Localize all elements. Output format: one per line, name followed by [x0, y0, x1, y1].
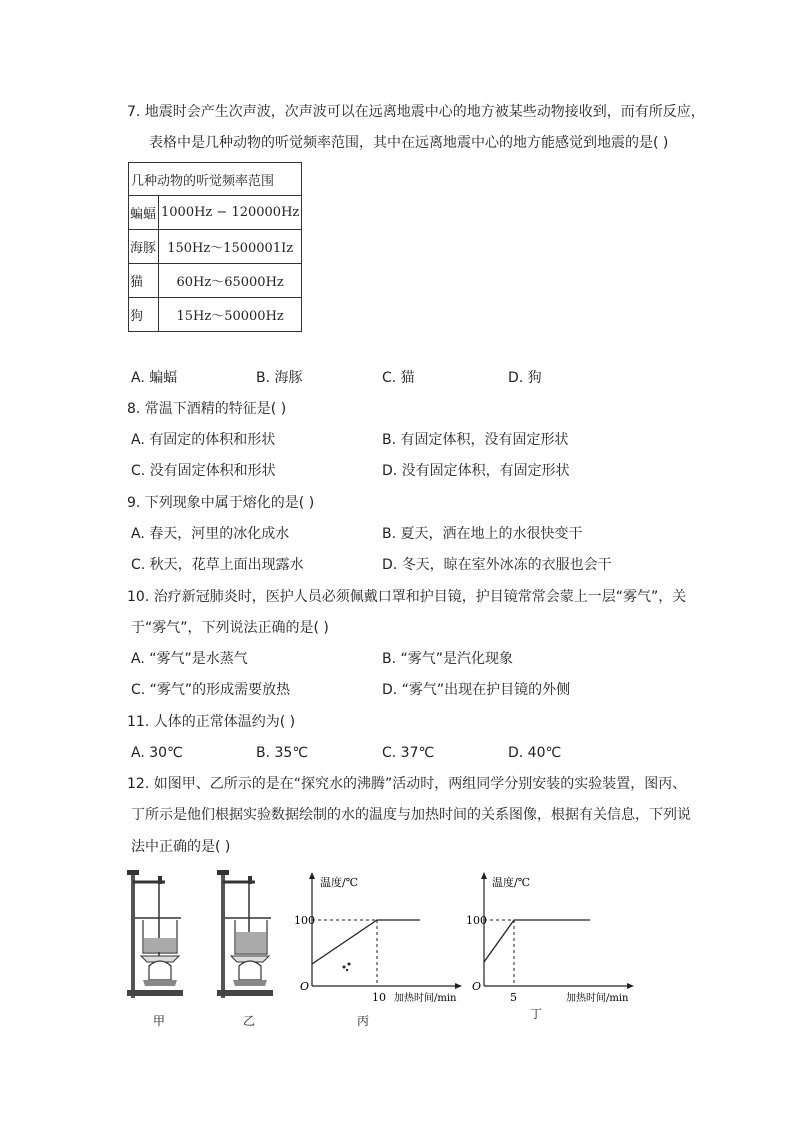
y-axis-label: 温度/℃: [320, 876, 359, 889]
q12-stem-line1: 12. 如图甲、乙所示的是在“探究水的沸腾”活动时，两组同学分别安装的实验装置，图丙、: [127, 776, 687, 792]
table-row: [129, 298, 302, 332]
animal-cell: 海豚: [129, 230, 159, 264]
apparatus-jia: [125, 868, 190, 1003]
caption-ding: 丁: [530, 1007, 543, 1021]
q9-option-c[interactable]: C. 秋天，花草上面出现露水: [131, 557, 304, 573]
stand-rod: [131, 870, 135, 998]
animal-cell: 狗: [129, 298, 159, 332]
hearing-range-table: [128, 162, 302, 332]
range-cell: 1000Hz − 120000Hz: [159, 196, 302, 230]
origin-label: O: [300, 980, 310, 993]
y-tick-label: 100: [294, 914, 315, 927]
q9-option-d[interactable]: D. 冬天，晾在室外冰冻的衣服也会干: [382, 557, 612, 573]
caption-bing: 丙: [357, 1014, 370, 1028]
temperature-curve: [312, 920, 420, 964]
table-row: [129, 264, 302, 298]
q10-stem-line2: 于“雾气”，下列说法正确的是( ): [131, 620, 329, 636]
table-row: [129, 230, 302, 264]
animal-cell: 猫: [129, 264, 159, 298]
stand-rod: [221, 870, 225, 998]
q11-option-b[interactable]: B. 35℃: [256, 745, 309, 761]
origin-label: O: [472, 980, 482, 993]
apparatus-yi: [215, 868, 280, 1003]
x-tick-label: 10: [372, 991, 386, 1004]
y-axis-label: 温度/℃: [492, 876, 531, 889]
y-tick-label: 100: [466, 914, 487, 927]
q10-option-c[interactable]: C. “雾气”的形成需要放热: [131, 682, 291, 698]
caption-yi: 乙: [243, 1014, 256, 1028]
q7-option-a[interactable]: A. 蝙蝠: [131, 370, 178, 386]
q11-option-c[interactable]: C. 37℃: [382, 745, 435, 761]
q8-option-d[interactable]: D. 没有固定体积，有固定形状: [382, 463, 570, 479]
q10-option-b[interactable]: B. “雾气”是汽化现象: [382, 651, 514, 667]
animal-cell: 蝙蝠: [129, 196, 159, 230]
q8-option-b[interactable]: B. 有固定体积，没有固定形状: [382, 432, 569, 448]
q11-stem: 11. 人体的正常体温约为( ): [127, 714, 296, 730]
q8-option-c[interactable]: C. 没有固定体积和形状: [131, 463, 276, 479]
q10-option-a[interactable]: A. “雾气”是水蒸气: [131, 651, 248, 667]
alcohol-lamp: [239, 961, 261, 980]
range-cell: 60Hz～65000Hz: [159, 264, 302, 298]
q8-option-a[interactable]: A. 有固定的体积和形状: [131, 432, 276, 448]
x-axis-label: 加热时间/min: [566, 993, 629, 1004]
caption-jia: 甲: [153, 1014, 166, 1028]
range-cell: 15Hz～50000Hz: [159, 298, 302, 332]
range-cell: 150Hz～1500001Iz: [159, 230, 302, 264]
graph-bing: [290, 866, 470, 1006]
q7-option-c[interactable]: C. 猫: [382, 370, 415, 386]
table-header: 几种动物的听觉频率范围: [129, 163, 302, 196]
q11-option-d[interactable]: D. 40℃: [508, 745, 562, 761]
q7-stem-line1: 7. 地震时会产生次声波，次声波可以在远离地震中心的地方被某些动物接收到，而有所反应，: [127, 104, 705, 120]
x-tick-label: 5: [510, 991, 517, 1004]
q9-option-a[interactable]: A. 春天，河里的冰化成水: [131, 526, 290, 542]
q8-stem: 8. 常温下酒精的特征是( ): [127, 401, 287, 417]
x-axis-label: 加热时间/min: [394, 993, 457, 1004]
q10-option-d[interactable]: D. “雾气”出现在护目镜的外侧: [382, 682, 571, 698]
q7-option-d[interactable]: D. 狗: [508, 370, 542, 386]
q7-option-b[interactable]: B. 海豚: [256, 370, 303, 386]
q7-stem-line2: 表格中是几种动物的听觉频率范围，其中在远离地震中心的地方能感觉到地震的是( ): [149, 135, 669, 151]
q11-option-a[interactable]: A. 30℃: [131, 745, 183, 761]
temperature-curve: [484, 920, 590, 962]
graph-ding: [462, 866, 642, 1006]
table-row: [129, 196, 302, 230]
base: [127, 990, 183, 996]
q9-stem: 9. 下列现象中属于熔化的是( ): [127, 495, 315, 511]
alcohol-lamp: [149, 961, 171, 980]
base: [217, 990, 273, 996]
q9-option-b[interactable]: B. 夏天，洒在地上的水很快变干: [382, 526, 583, 542]
q10-stem-line1: 10. 治疗新冠肺炎时，医护人员必须佩戴口罩和护目镜，护目镜常常会蒙上一层“雾气”，关: [127, 589, 687, 605]
q12-stem-line3: 法中正确的是( ): [131, 839, 231, 855]
q12-stem-line2: 丁所示是他们根据实验数据绘制的水的温度与加热时间的关系图像，根据有关信息，下列说: [131, 807, 691, 823]
